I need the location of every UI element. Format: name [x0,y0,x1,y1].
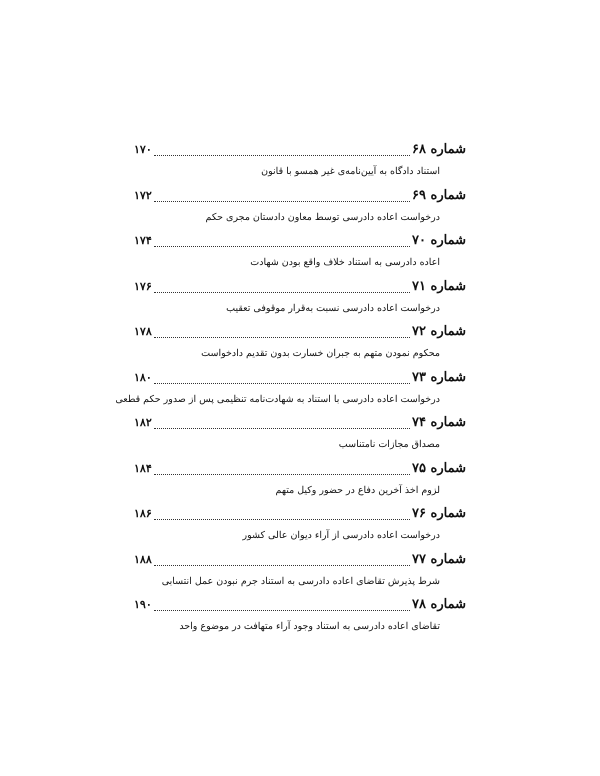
entry-title: تقاضای اعاده دادرسی به استناد وجود آراء متهافت در موضوع واحد [179,621,440,632]
page-number: ۱۸۰ [134,370,152,384]
entry-title: استناد دادگاه به آیین‌نامه‌ی غیر همسو با قانون [261,166,440,177]
page-number: ۱۸۶ [134,507,152,520]
entry-number: شماره ۷۲ [412,324,466,339]
entry-title: درخواست اعاده دادرسی از آراء دیوان عالی کشور [242,530,440,541]
page-number: ۱۸۸ [134,552,152,566]
entry-title: درخواست اعاده دادرسی نسبت به‌قرار موقوفی تعقیب [226,302,440,314]
toc-entry[interactable] [134,595,466,641]
toc-entry[interactable] [134,277,466,323]
toc-entry[interactable] [134,231,466,277]
page-number: ۱۸۴ [134,461,152,475]
dot-leader [154,383,410,384]
entry-number: شماره ۷۵ [412,460,466,476]
dot-leader [154,428,410,429]
toc-entry[interactable] [134,322,466,368]
entry-number: شماره ۷۷ [412,551,466,567]
entry-title: مصداق مجازات نامتناسب [338,439,440,450]
toc-entry[interactable] [134,413,466,459]
dot-leader [154,474,410,475]
entry-title: شرط پذیرش تقاضای اعاده دادرسی به استناد جرم نبودن عمل انتسابی [161,575,440,587]
entry-number: شماره ۷۳ [412,369,466,385]
table-of-contents [115,140,466,641]
toc-entry[interactable] [134,504,466,550]
entry-title: اعاده دادرسی به استناد خلاف واقع بودن شهادت [250,257,440,268]
entry-number: شماره ۶۸ [412,142,466,157]
entry-title: لزوم اخذ آخرین دفاع در حضور وکیل متهم [275,484,440,496]
entry-number: شماره ۷۸ [412,597,466,612]
page-number: ۱۷۲ [134,188,152,202]
entry-title: درخواست اعاده دادرسی توسط معاون دادستان مجری حکم [205,211,440,223]
toc-entry[interactable] [134,550,466,596]
page-number: ۱۷۰ [134,143,152,156]
toc-entry[interactable] [115,368,466,414]
dot-leader [154,292,410,293]
dot-leader [154,246,410,247]
page-number: ۱۷۶ [134,279,152,293]
entry-number: شماره ۶۹ [412,187,466,203]
dot-leader [154,565,410,566]
page-number: ۱۷۴ [134,234,152,247]
dot-leader [154,201,410,202]
dot-leader [154,610,410,611]
entry-title: محکوم نمودن متهم به جبران خسارت بدون تقدیم دادخواست [201,348,440,359]
dot-leader [154,337,410,338]
entry-number: شماره ۷۴ [412,415,466,430]
entry-number: شماره ۷۱ [412,278,466,294]
toc-entry[interactable] [134,459,466,505]
dot-leader [154,155,410,156]
toc-entry[interactable] [134,140,466,186]
page-number: ۱۷۸ [134,325,152,338]
toc-entry[interactable] [134,186,466,232]
page-number: ۱۹۰ [134,598,152,611]
entry-title: درخواست اعاده دادرسی با استناد به شهادت‌نامه تنظیمی پس از صدور حکم قطعی [115,393,440,405]
dot-leader [154,519,410,520]
entry-number: شماره ۷۰ [412,233,466,248]
entry-number: شماره ۷۶ [412,506,466,521]
page-number: ۱۸۲ [134,416,152,429]
